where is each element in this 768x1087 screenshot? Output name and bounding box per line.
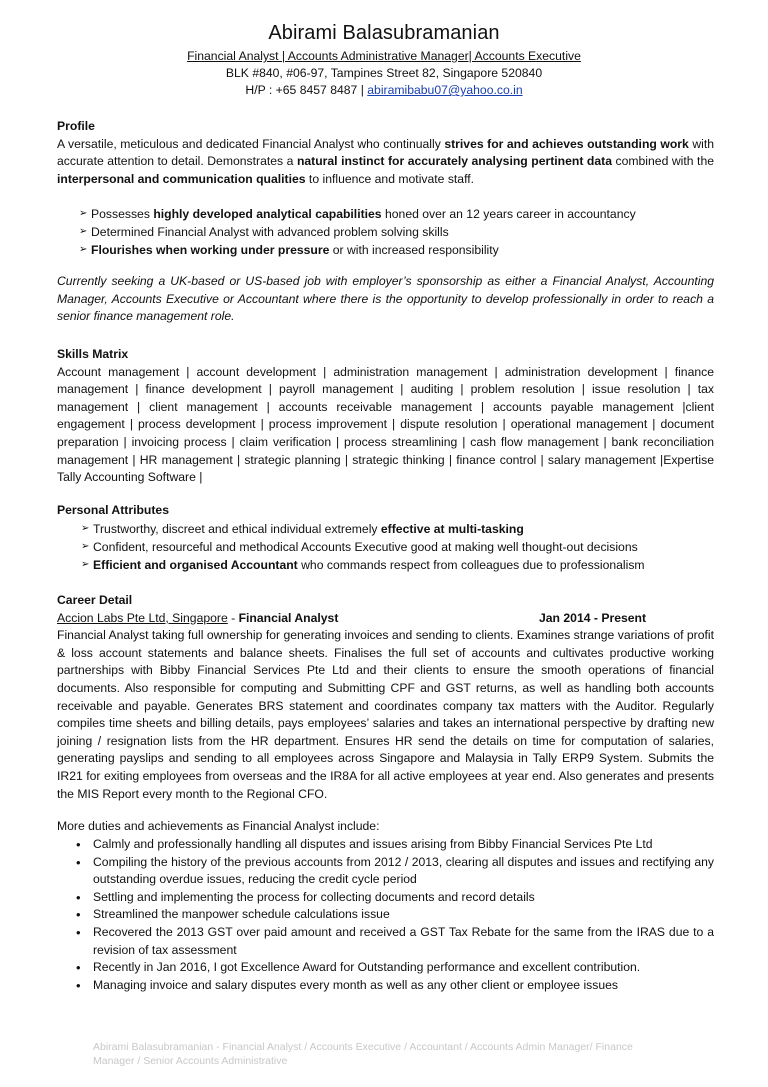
attribute-bullet [81,520,721,538]
skills-list: Account management | account development | administration management | administration development | finance management | finance development | payroll management | auditing | problem resolution | issue resolution | tax management | client management | accounts receivable management | accounts payable management |client engagement | process development | process improvement | dispute resolution | operational management | document preparation | invoicing process | claim verification | process streamlining | cash flow management | bank reconciliation management | HR management | strategic planning | strategic thinking | finance control | salary management |Expertise Tally Accounting Software | [57,364,714,485]
phone-number: H/P : +65 8457 8487 | [245,83,368,97]
page-footer: Abirami Balasubramanian - Financial Analyst / Accounts Executive / Accountant / Accounts Admin Manager/ Finance Manager / Senior Accounts Administrative [93,1041,633,1067]
duty-item: • Settling and implementing the process for collecting documents and record details [73,889,714,907]
profile-bullet [79,205,719,223]
duty-item: • Recently in Jan 2016, I got Excellence Award for Outstanding performance and excellent contribution. [73,959,714,977]
attribute-bullet [81,538,721,556]
attributes-heading-wrap [57,502,714,520]
bullet-highlight: Flourishes when working under pressure [91,243,330,257]
attributes-bullets [81,520,721,574]
duty-item: • Streamlined the manpower schedule calculations issue [73,906,714,924]
career-section [57,592,714,803]
attributes-heading: Personal Attributes [57,503,169,517]
profile-text: combined with the [611,154,714,169]
job-dates: Jan 2014 - Present [539,610,647,625]
contact-line [0,83,768,97]
bullet-text: Possesses [91,207,154,221]
profile-highlight: interpersonal and communication qualities [57,171,306,186]
candidate-name: Abirami Balasubramanian [268,22,500,44]
bullet-highlight: Efficient and organised Accountant [93,558,298,572]
bullet-text: honed over an 12 years career in accountancy [381,207,636,221]
job-role: Financial Analyst [238,610,339,625]
job-description: Financial Analyst taking full ownership for generating invoices and sending to clients. Examines strange variations of profit & loss account statements and balance sheets. Finalises the full set of accounts and cultivates productive working partnerships with Bibby Financial Services Pte Ltd and their clients to ensure the smooth operations of financial documents. Also responsible for computing and Submitting CPF and GST returns, as well as handling both accounts receivable and payable. Generates BRS statement and coordinates company tax matters with the Auditor. Regularly compiles time sheets and billing details, pays employees’ salaries and takes an international perspective by drafting new joining / resignation lists from the HR department. Ensures HR send the details on time for computation of salaries, generating payslips and sending to all employees across Singapore and Malaysia in Tally ERP9 System. Submits the IR21 for exiting employees from overseas and the IR8A for all active employees at year end. Also generates and presents the MIS Report every month to the Regional CFO. [57,628,714,801]
profile-section [57,118,714,188]
profile-bullets [79,205,719,259]
bullet-text: or with increased responsibility [329,243,499,257]
profile-text: to influence and motivate staff. [305,171,475,186]
bullet-highlight: effective at multi-tasking [380,522,524,536]
profile-text: with accurate attention to detail. Demonstrates a [57,136,714,169]
profile-bullet [79,241,719,259]
duties-intro: More duties and achievements as Financial Analyst include: [57,819,380,833]
attribute-bullet [81,556,721,574]
career-heading: Career Detail [57,593,133,607]
bullet-highlight: highly developed analytical capabilities [153,207,382,221]
duty-item: • Managing invoice and salary disputes every month as well as any other client or employee issues [73,977,714,995]
bullet-text: Confident, resourceful and methodical Accounts Executive good at making well thought-out decisions [93,540,638,554]
job-company: Accion Labs Pte Ltd, Singapore [57,610,228,625]
profile-bullet [79,223,719,241]
candidate-titles: Financial Analyst | Accounts Administrative Manager| Accounts Executive [187,49,581,63]
skills-section [57,346,714,487]
profile-summary [57,136,714,189]
duties-list [73,836,714,994]
duty-item: • Compiling the history of the previous accounts from 2012 / 2013, clearing all disputes and issues and rectifying any outstanding overdue issues, reducing the credit cycle period [73,854,714,889]
candidate-address: BLK #840, #06-97, Tampines Street 82, Singapore 520840 [225,66,543,80]
profile-text: A versatile, meticulous and dedicated Financial Analyst who continually [57,136,445,151]
email-link[interactable]: abiramibabu07@yahoo.co.in [367,83,523,97]
profile-heading: Profile [57,119,95,133]
profile-highlight: strives for and achieves outstanding work [444,136,689,151]
bullet-text: Trustworthy, discreet and ethical individual extremely [93,522,381,536]
profile-highlight: natural instinct for accurately analysing pertinent data [296,154,612,169]
skills-heading: Skills Matrix [57,347,129,361]
bullet-text: who commands respect from colleagues due to professionalism [297,558,645,572]
bullet-text: Determined Financial Analyst with advanced problem solving skills [91,225,449,239]
career-objective: Currently seeking a UK-based or US-based job with employer’s sponsorship as either a Financial Analyst, Accounting Manager, Accounts Executive or Accountant where there is the opportunity to develop professionally in order to reach a senior finance management role. [57,274,714,324]
duty-item: • Recovered the 2013 GST over paid amount and received a GST Tax Rebate for the same from the IRAS due to a revision of tax assessment [73,924,714,959]
job-header [57,610,714,628]
duty-item: • Calmly and professionally handling all disputes and issues arising from Bibby Financial Services Pte Ltd [73,836,714,854]
job-separator: - [227,610,239,625]
